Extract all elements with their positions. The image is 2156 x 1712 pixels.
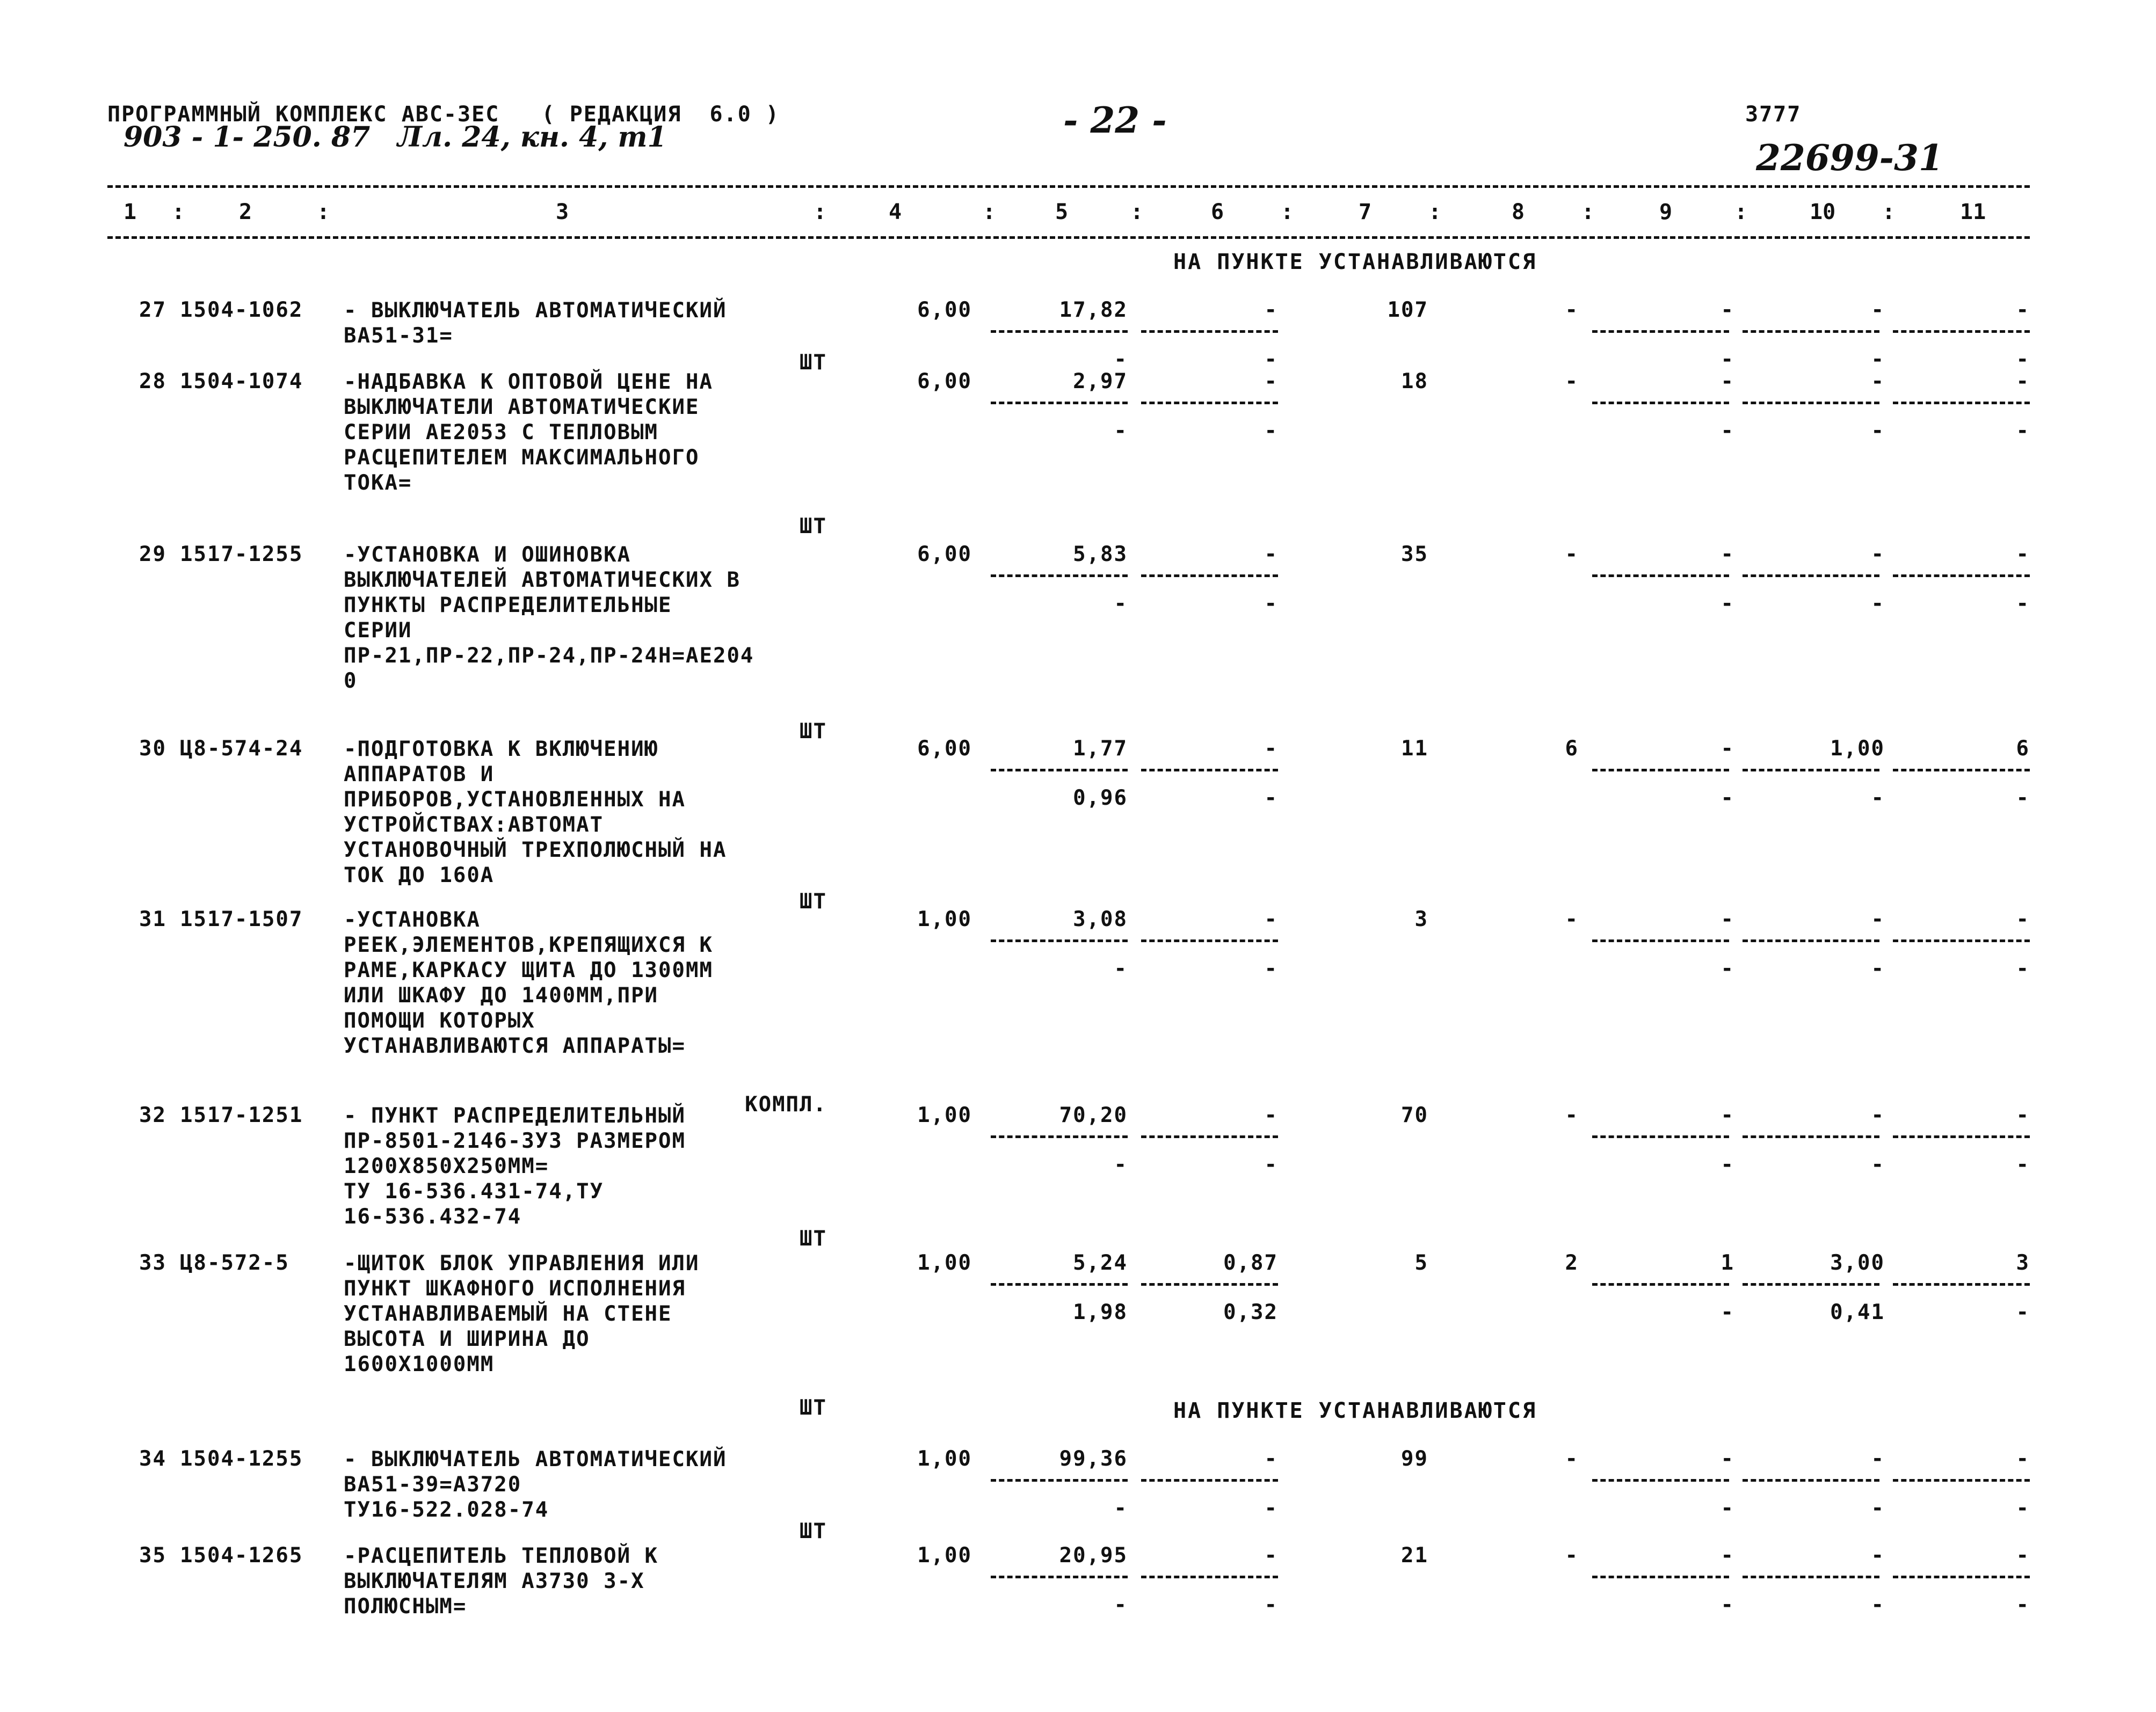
machine-hours: - [1871,1153,1885,1177]
section-heading: НА ПУНКТЕ УСТАНАВЛИВАЮТСЯ [1173,250,1537,274]
value-divider [1893,330,2030,333]
labour-total: - [2016,907,2030,931]
cost-total: 5,83 [1073,542,1128,566]
value-divider [1743,1479,1879,1482]
value-divider [1592,402,1729,404]
cost-machine: - [1114,419,1128,443]
labour-cost: - [1721,1103,1734,1127]
total-cost: 70 [1401,1103,1428,1127]
cost-wages: - [1264,907,1278,931]
machine-hours: - [1871,786,1885,810]
machine-hours: 0,41 [1830,1300,1885,1324]
cost-machine: - [1114,1496,1128,1520]
item-description: -ПОДГОТОВКА К ВКЛЮЧЕНИЮ АППАРАТОВ И ПРИБОРОВ,УСТАНОВЛЕННЫХ НА УСТРОЙСТВАХ:АВТОМАТ УСТАНОВОЧНЫЙ ТРЕХПОЛЮСНЫЙ НА ТОК ДО 160А [344,737,727,887]
value-divider [991,769,1128,771]
column-separator: : [814,200,827,224]
value-divider [1743,402,1879,404]
value-divider [1141,402,1278,404]
total-wages: 6 [1565,737,1579,761]
total-cost: 21 [1401,1543,1428,1568]
total-cost: 35 [1401,542,1428,566]
quantity: 1,00 [917,1103,972,1127]
labour-hours: - [1871,369,1885,394]
value-divider [991,574,1128,577]
column-header-5: 5 [1055,200,1069,224]
handwritten-code: 22699-31 [1756,137,1943,179]
labour-hours: - [1871,1543,1885,1568]
machine-total: - [2016,1300,2030,1324]
quantity: 1,00 [917,907,972,931]
price-code: Ц8-572-5 [180,1251,289,1275]
unit-of-measure: ШТ [800,1519,827,1543]
labour-total: - [2016,1447,2030,1471]
value-divider [1893,769,2030,771]
row-number: 29 [139,542,166,566]
value-divider [1141,1479,1278,1482]
labour-total: - [2016,1543,2030,1568]
total-wages: - [1565,907,1579,931]
cost-total: 5,24 [1073,1251,1128,1275]
machine-labour: - [1721,786,1734,810]
total-cost: 18 [1401,369,1428,394]
machine-total: - [2016,419,2030,443]
value-divider [1141,330,1278,333]
unit-of-measure: ШТ [800,1396,827,1420]
quantity: 6,00 [917,542,972,566]
header-top-rule [107,185,2030,188]
quantity: 1,00 [917,1543,972,1568]
cost-machine: - [1114,957,1128,981]
cost-total: 1,77 [1073,737,1128,761]
row-number: 27 [139,298,166,322]
value-divider [1141,769,1278,771]
cost-wages: - [1264,1447,1278,1471]
cost-machine-wages: - [1264,347,1278,371]
machine-total: - [2016,1593,2030,1617]
cost-total: 20,95 [1059,1543,1128,1568]
unit-of-measure: ШТ [800,890,827,914]
price-code: Ц8-574-24 [180,737,303,761]
item-description: -УСТАНОВКА РЕЕК,ЭЛЕМЕНТОВ,КРЕПЯЩИХСЯ К РАМЕ,КАРКАСУ ЩИТА ДО 1300ММ ИЛИ ШКАФУ ДО 1400ММ,ПРИ ПОМОЩИ КОТОРЫХ УСТАНАВЛИВАЮТСЯ АППАРАТЫ= [344,908,713,1058]
value-divider [1743,769,1879,771]
total-wages: - [1565,1543,1579,1568]
price-code: 1504-1265 [180,1543,303,1568]
column-separator: : [172,200,185,224]
labour-total: - [2016,369,2030,394]
unit-of-measure: ШТ [800,514,827,538]
machine-labour: - [1721,1300,1734,1324]
value-divider [1743,939,1879,942]
cost-wages: - [1264,1543,1278,1568]
value-divider [1893,1135,2030,1138]
value-divider [991,1479,1128,1482]
cost-total: 70,20 [1059,1103,1128,1127]
value-divider [1743,1135,1879,1138]
labour-total: 6 [2016,737,2030,761]
column-header-10: 10 [1810,200,1836,224]
machine-labour: - [1721,1153,1734,1177]
column-header-7: 7 [1359,200,1372,224]
cost-total: 17,82 [1059,298,1128,322]
total-wages: - [1565,1103,1579,1127]
row-number: 33 [139,1251,166,1275]
labour-cost: 1 [1721,1251,1734,1275]
cost-machine-wages: - [1264,1593,1278,1617]
price-code: 1504-1074 [180,369,303,394]
column-separator: : [317,200,330,224]
value-divider [991,1576,1128,1578]
value-divider [1743,1283,1879,1286]
column-separator: : [1428,200,1442,224]
value-divider [1893,939,2030,942]
value-divider [1893,1479,2030,1482]
total-wages: - [1565,542,1579,566]
value-divider [1893,1283,2030,1286]
machine-hours: - [1871,957,1885,981]
cost-wages: - [1264,737,1278,761]
quantity: 6,00 [917,369,972,394]
machine-labour: - [1721,419,1734,443]
labour-hours: 3,00 [1830,1251,1885,1275]
total-wages: 2 [1565,1251,1579,1275]
column-header-1: 1 [124,200,137,224]
value-divider [1743,574,1879,577]
machine-total: - [2016,786,2030,810]
column-separator: : [1281,200,1294,224]
value-divider [991,1283,1128,1286]
value-divider [1592,1135,1729,1138]
cost-wages: - [1264,542,1278,566]
machine-total: - [2016,1496,2030,1520]
row-number: 28 [139,369,166,394]
labour-cost: - [1721,542,1734,566]
value-divider [1141,1283,1278,1286]
unit-of-measure: ШТ [800,719,827,744]
value-divider [1141,1135,1278,1138]
price-code: 1517-1251 [180,1103,303,1127]
machine-labour: - [1721,957,1734,981]
labour-cost: - [1721,737,1734,761]
column-header-11: 11 [1960,200,1986,224]
machine-labour: - [1721,1496,1734,1520]
quantity: 6,00 [917,298,972,322]
cost-wages: - [1264,1103,1278,1127]
unit-of-measure: ШТ [800,351,827,375]
row-number: 32 [139,1103,166,1127]
value-divider [991,1135,1128,1138]
labour-total: - [2016,1103,2030,1127]
labour-total: - [2016,298,2030,322]
total-cost: 107 [1387,298,1428,322]
machine-total: - [2016,592,2030,616]
machine-labour: - [1721,347,1734,371]
handwritten-reference: Лл. 24, кн. 4, т1 [397,121,667,154]
labour-total: - [2016,542,2030,566]
value-divider [1592,1479,1729,1482]
labour-cost: - [1721,298,1734,322]
cost-total: 99,36 [1059,1447,1128,1471]
value-divider [1893,1576,2030,1578]
page-number: - 22 - [1063,99,1167,141]
item-description: - ВЫКЛЮЧАТЕЛЬ АВТОМАТИЧЕСКИЙ ВА51-39=А3720 ТУ16-522.028-74 [344,1447,727,1522]
unit-of-measure: ШТ [800,1227,827,1251]
cost-total: 3,08 [1073,907,1128,931]
machine-total: - [2016,957,2030,981]
value-divider [1893,402,2030,404]
cost-machine-wages: - [1264,419,1278,443]
column-separator: : [1581,200,1595,224]
column-header-3: 3 [556,200,569,224]
header-bottom-rule [107,236,2030,239]
labour-hours: - [1871,907,1885,931]
value-divider [991,402,1128,404]
machine-total: - [2016,1153,2030,1177]
cost-machine-wages: - [1264,1496,1278,1520]
machine-labour: - [1721,592,1734,616]
value-divider [1893,574,2030,577]
value-divider [1592,574,1729,577]
item-description: -УСТАНОВКА И ОШИНОВКА ВЫКЛЮЧАТЕЛЕЙ АВТОМАТИЧЕСКИХ В ПУНКТЫ РАСПРЕДЕЛИТЕЛЬНЫЕ СЕРИИ ПР-21,ПР-22,ПР-24,ПР-24Н=АЕ204 0 [344,543,754,693]
quantity: 1,00 [917,1251,972,1275]
unit-of-measure: КОМПЛ. [745,1092,827,1117]
price-code: 1504-1062 [180,298,303,322]
total-wages: - [1565,1447,1579,1471]
cost-wages: - [1264,369,1278,394]
item-description: - ВЫКЛЮЧАТЕЛЬ АВТОМАТИЧЕСКИЙ ВА51-31= [344,298,727,348]
total-cost: 99 [1401,1447,1428,1471]
cost-machine-wages: - [1264,592,1278,616]
labour-hours: - [1871,298,1885,322]
column-separator: : [1130,200,1144,224]
machine-labour: - [1721,1593,1734,1617]
cost-total: 2,97 [1073,369,1128,394]
cost-machine-wages: 0,32 [1223,1300,1278,1324]
document-code: 3777 [1745,102,1802,127]
price-code: 1504-1255 [180,1447,303,1471]
column-header-2: 2 [239,200,252,224]
labour-hours: - [1871,542,1885,566]
quantity: 6,00 [917,737,972,761]
cost-machine: 0,96 [1073,786,1128,810]
row-number: 35 [139,1543,166,1568]
cost-machine: - [1114,1593,1128,1617]
labour-cost: - [1721,1447,1734,1471]
machine-hours: - [1871,1496,1885,1520]
value-divider [1592,939,1729,942]
item-description: - ПУНКТ РАСПРЕДЕЛИТЕЛЬНЫЙ ПР-8501-2146-3У3 РАЗМЕРОМ 1200Х850Х250ММ= ТУ 16-536.431-74,ТУ 16-536.432-74 [344,1104,686,1229]
item-description: -НАДБАВКА К ОПТОВОЙ ЦЕНЕ НА ВЫКЛЮЧАТЕЛИ АВТОМАТИЧЕСКИЕ СЕРИИ АЕ2053 С ТЕПЛОВЫМ РАСЦЕПИТЕЛЕМ МАКСИМАЛЬНОГО ТОКА= [344,370,713,495]
cost-machine-wages: - [1264,786,1278,810]
item-description: -РАСЦЕПИТЕЛЬ ТЕПЛОВОЙ К ВЫКЛЮЧАТЕЛЯМ А3730 3-Х ПОЛЮСНЫМ= [344,1544,659,1619]
machine-total: - [2016,347,2030,371]
quantity: 1,00 [917,1447,972,1471]
total-wages: - [1565,298,1579,322]
column-header-9: 9 [1659,200,1673,224]
section-heading: НА ПУНКТЕ УСТАНАВЛИВАЮТСЯ [1173,1398,1537,1423]
value-divider [1592,330,1729,333]
machine-hours: - [1871,1593,1885,1617]
value-divider [1592,769,1729,771]
cost-machine-wages: - [1264,1153,1278,1177]
cost-machine: 1,98 [1073,1300,1128,1324]
cost-machine: - [1114,1153,1128,1177]
price-code: 1517-1507 [180,907,303,931]
machine-hours: - [1871,592,1885,616]
labour-total: 3 [2016,1251,2030,1275]
column-header-6: 6 [1211,200,1224,224]
labour-hours: - [1871,1103,1885,1127]
cost-machine: - [1114,592,1128,616]
value-divider [1743,330,1879,333]
labour-hours: - [1871,1447,1885,1471]
total-wages: - [1565,369,1579,394]
column-header-4: 4 [889,200,902,224]
cost-machine: - [1114,347,1128,371]
row-number: 31 [139,907,166,931]
column-separator: : [1882,200,1896,224]
value-divider [1141,574,1278,577]
machine-hours: - [1871,419,1885,443]
value-divider [991,939,1128,942]
value-divider [1141,1576,1278,1578]
value-divider [991,330,1128,333]
total-cost: 3 [1414,907,1428,931]
labour-cost: - [1721,907,1734,931]
price-code: 1517-1255 [180,542,303,566]
value-divider [1592,1576,1729,1578]
cost-machine-wages: - [1264,957,1278,981]
cost-wages: - [1264,298,1278,322]
column-separator: : [1734,200,1748,224]
column-separator: : [983,200,996,224]
total-cost: 5 [1414,1251,1428,1275]
row-number: 34 [139,1447,166,1471]
item-description: -ЩИТОК БЛОК УПРАВЛЕНИЯ ИЛИ ПУНКТ ШКАФНОГО ИСПОЛНЕНИЯ УСТАНАВЛИВАЕМЫЙ НА СТЕНЕ ВЫСОТА И ШИРИНА ДО 1600Х1000ММ [344,1251,700,1376]
program-title: ПРОГРАММНЫЙ КОМПЛЕКС АВС-3ЕС ( РЕДАКЦИЯ 6.0 ) [107,102,780,127]
labour-hours: 1,00 [1830,737,1885,761]
column-header-8: 8 [1512,200,1525,224]
total-cost: 11 [1401,737,1428,761]
row-number: 30 [139,737,166,761]
value-divider [1592,1283,1729,1286]
value-divider [1743,1576,1879,1578]
value-divider [1141,939,1278,942]
labour-cost: - [1721,1543,1734,1568]
cost-wages: 0,87 [1223,1251,1278,1275]
handwritten-project-number: 903 - 1- 250. 87 [124,121,371,154]
machine-hours: - [1871,347,1885,371]
labour-cost: - [1721,369,1734,394]
